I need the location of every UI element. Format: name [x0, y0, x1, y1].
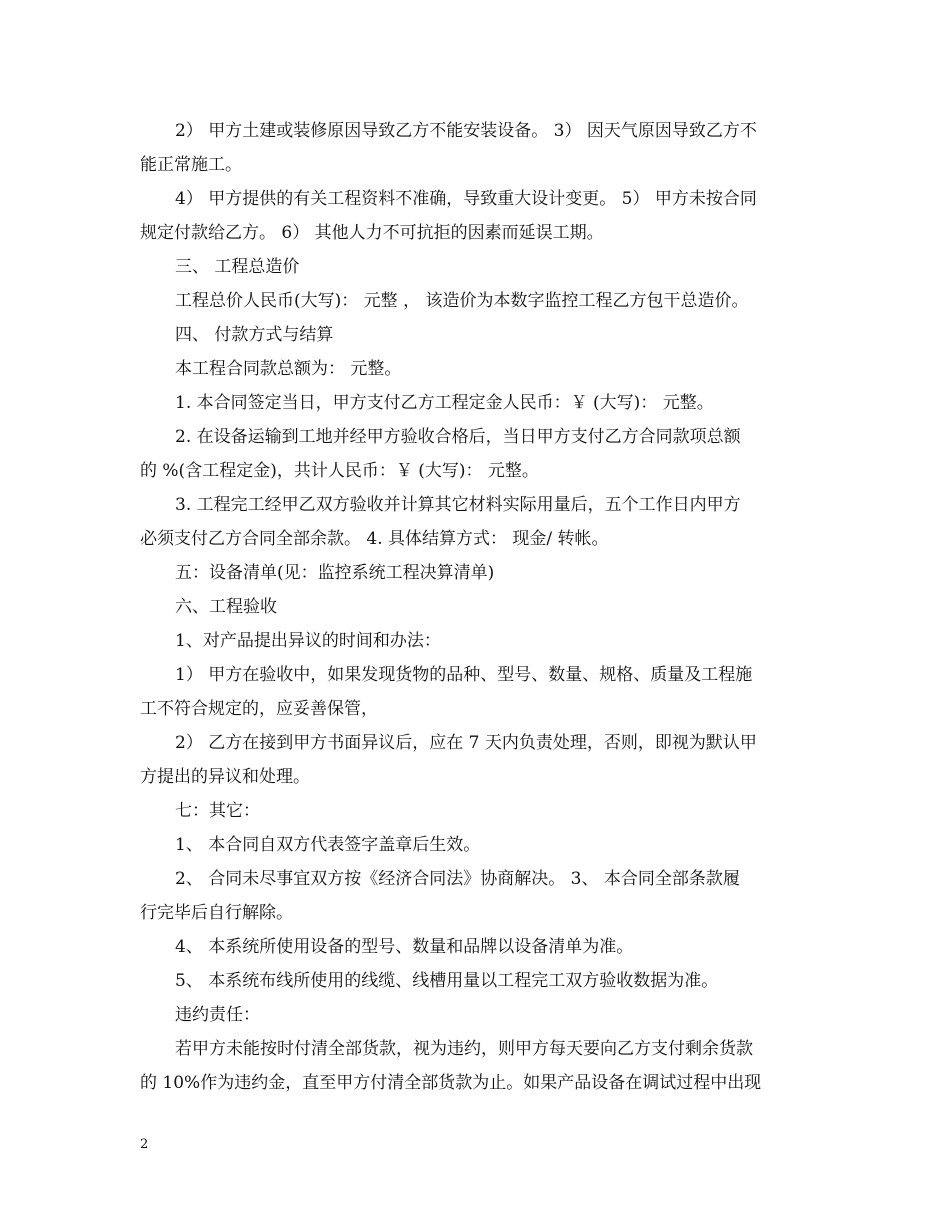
paragraph [140, 828, 812, 862]
paragraph [140, 964, 812, 998]
text-line: 2） 乙方在接到甲方书面异议后，应在 7 天内负责处理，否则，即视为默认甲 [175, 733, 757, 753]
text-line: 1. 本合同签定当日，甲方支付乙方工程定金人民币：￥ (大写)： 元整。 [175, 393, 714, 413]
page-number: 2 [140, 1137, 149, 1152]
text-line: 2、 合同未尽事宜双方按《经济合同法》协商解决。 3、 本合同全部条款履 [175, 869, 740, 889]
text-line: 行完毕后自行解除。 [140, 903, 293, 923]
text-line: 工程总价人民币(大写)： 元整 ， 该造价为本数字监控工程乙方包干总造价。 [175, 291, 749, 311]
text-line: 三、 工程总造价 [175, 257, 300, 277]
paragraph [140, 420, 812, 488]
text-line: 七：其它： [175, 801, 260, 821]
paragraph [140, 114, 812, 182]
text-line: 工不符合规定的，应妥善保管， [140, 699, 378, 719]
text-line: 六、工程验收 [175, 597, 277, 617]
text-line: 的 10%作为违约金，直至甲方付清全部货款为止。如果产品设备在调试过程中出现 [140, 1073, 762, 1093]
paragraph [140, 862, 812, 930]
paragraph [140, 930, 812, 964]
text-line: 1、 本合同自双方代表签字盖章后生效。 [175, 835, 481, 855]
paragraph [140, 1032, 812, 1100]
paragraph [140, 182, 812, 250]
text-line: 1） 甲方在验收中，如果发现货物的品种、型号、数量、规格、质量及工程施 [175, 665, 753, 685]
text-line: 4） 甲方提供的有关工程资料不准确，导致重大设计变更。 5） 甲方未按合同 [175, 189, 757, 209]
text-line: 方提出的异议和处理。 [140, 767, 310, 787]
paragraph [140, 624, 812, 658]
text-line: 四、 付款方式与结算 [175, 325, 334, 345]
paragraph [140, 726, 812, 794]
text-line: 4、 本系统所使用设备的型号、数量和品牌以设备清单为准。 [175, 937, 634, 957]
paragraph [140, 386, 812, 420]
text-line: 若甲方未能按时付清全部货款，视为违约，则甲方每天要向乙方支付剩余货款 [175, 1039, 753, 1059]
paragraph [140, 998, 812, 1032]
paragraph [140, 488, 812, 556]
text-line: 的 %(含工程定金)，共计人民币：￥ (大写)： 元整。 [140, 461, 539, 481]
text-line: 2） 甲方土建或装修原因导致乙方不能安装设备。 3） 因天气原因导致乙方不 [175, 121, 757, 141]
text-line: 本工程合同款总额为： 元整。 [175, 359, 402, 379]
document-body [140, 114, 812, 1100]
text-line: 必须支付乙方合同全部余款。 4. 具体结算方式： 现金/ 转帐。 [140, 529, 609, 549]
text-line: 能正常施工。 [140, 155, 242, 175]
text-line: 5、 本系统布线所使用的线缆、线槽用量以工程完工双方验收数据为准。 [175, 971, 719, 991]
paragraph [140, 556, 812, 590]
paragraph [140, 794, 812, 828]
text-line: 1、对产品提出异议的时间和办法： [175, 631, 441, 651]
paragraph [140, 590, 812, 624]
paragraph [140, 352, 812, 386]
paragraph [140, 284, 812, 318]
text-line: 违约责任： [175, 1005, 260, 1025]
text-line: 五：设备清单(见：监控系统工程决算清单) [175, 563, 495, 583]
paragraph [140, 658, 812, 726]
text-line: 2. 在设备运输到工地并经甲方验收合格后，当日甲方支付乙方合同款项总额 [175, 427, 741, 447]
paragraph [140, 250, 812, 284]
text-line: 规定付款给乙方。 6） 其他人力不可抗拒的因素而延误工期。 [140, 223, 604, 243]
text-line: 3. 工程完工经甲乙双方验收并计算其它材料实际用量后，五个工作日内甲方 [175, 495, 741, 515]
paragraph [140, 318, 812, 352]
